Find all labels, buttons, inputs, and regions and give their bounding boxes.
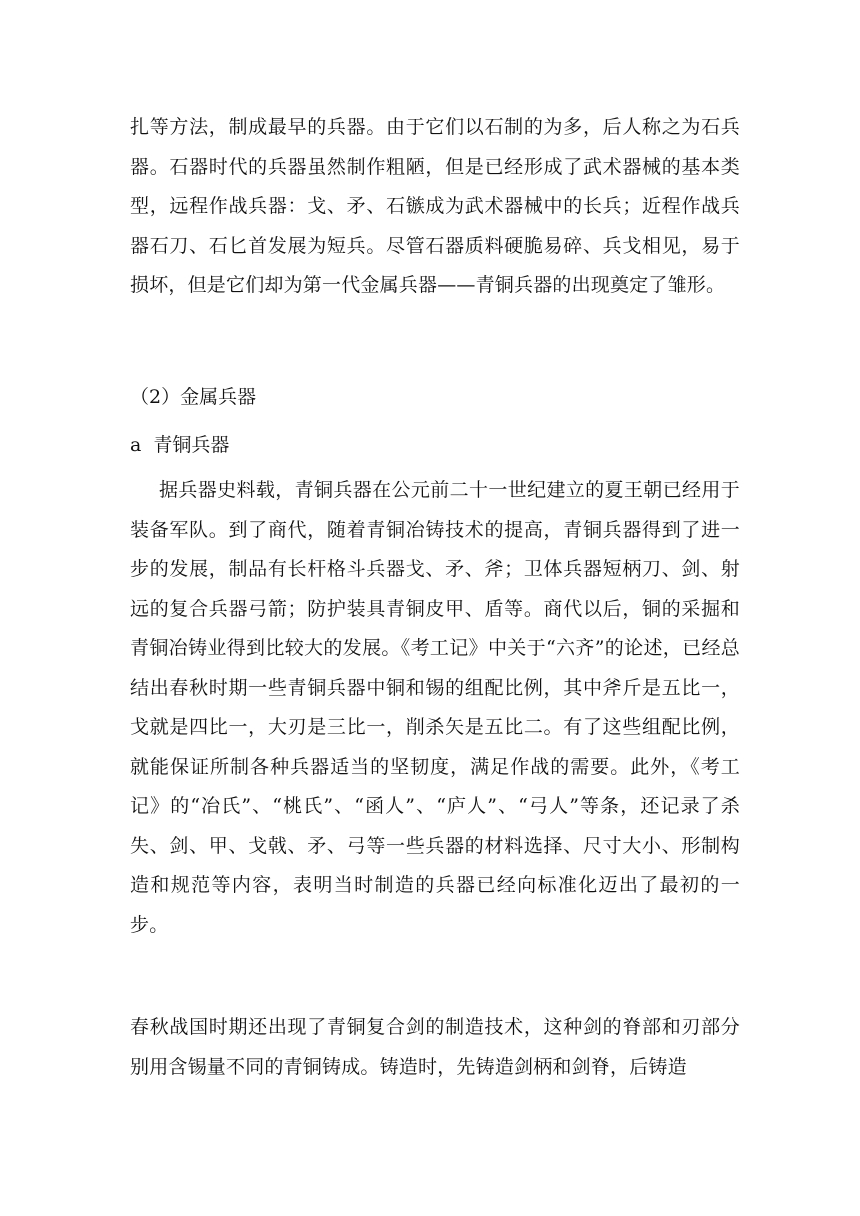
paragraph-composite-sword: 春秋战国时期还出现了青铜复合剑的制造技术，这种剑的脊部和刃部分别用含锡量不同的青铜铸成。铸造时，先铸造剑柄和剑脊，后铸造 — [130, 1016, 740, 1078]
paragraph-stone-weapons: 扎等方法，制成最早的兵器。由于它们以石制的为多，后人称之为石兵器。石器时代的兵器虽然制作粗陋，但是已经形成了武术器械的基本类型，远程作战兵器：戈、矛、石镞成为武术器械中的长兵；近程作战兵器石刀、石匕首发展为短兵。尽管石器质料硬脆易碎、兵戈相见，易于损坏，但是它们却为第一代金属兵器——青铜兵器的出现奠定了雏形。 — [130, 116, 740, 296]
section-heading-metal-weapons: （2）金属兵器 — [130, 386, 257, 408]
paragraph-bronze-weapons: 据兵器史料载，青铜兵器在公元前二十一世纪建立的夏王朝已经用于装备军队。到了商代，随着青铜冶铸技术的提高，青铜兵器得到了进一步的发展，制品有长杆格斗兵器戈、矛、斧；卫体兵器短柄刀、剑、射远的复合兵器弓箭；防护装具青铜皮甲、盾等。商代以后，铜的采掘和青铜冶铸业得到比较大的发展。《考工记》中关于“六齐”的论述，已经总结出春秋时期一些青铜兵器中铜和锡的组配比例，其中斧斤是五比一，戈就是四比一，大刃是三比一，削杀矢是五比二。有了这些组配比例，就能保证所制各种兵器适当的坚韧度，满足作战的需要。此外，《考工记》的“冶氏”、“桃氏”、“函人”、“庐人”、“弓人”等条，还记录了杀失、剑、甲、戈戟、矛、弓等一些兵器的材料选择、尺寸大小、形制构造和规范等内容，表明当时制造的兵器已经向标准化迈出了最初的一步。 — [130, 479, 740, 936]
subsection-heading-bronze-weapons: a 青铜兵器 — [130, 434, 230, 456]
